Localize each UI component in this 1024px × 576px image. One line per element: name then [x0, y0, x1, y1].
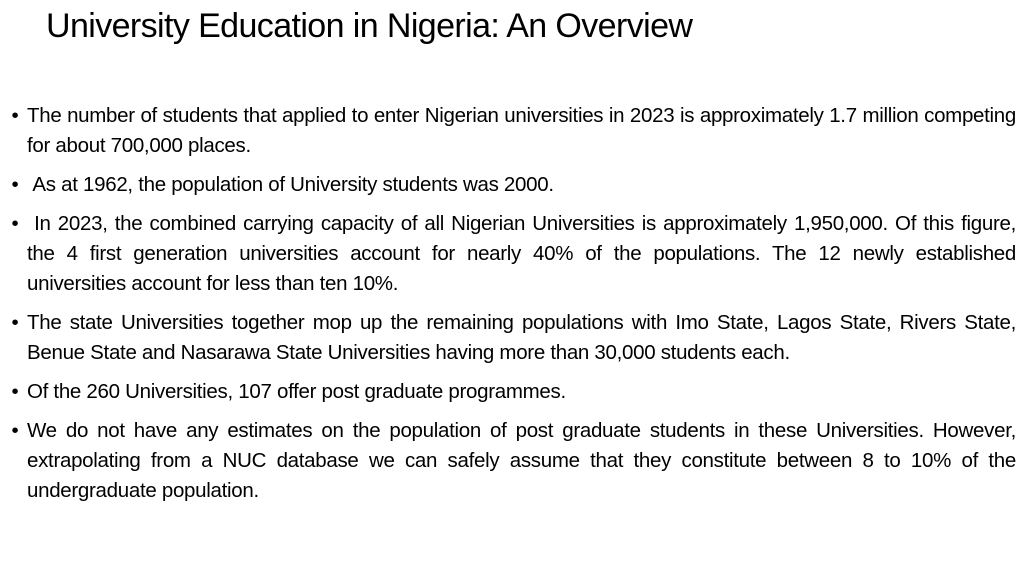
bullet-item [8, 416, 1016, 506]
bullet-text: As at 1962, the population of University students was 2000. [27, 173, 554, 196]
bullet-point-icon: • [11, 104, 19, 127]
bullet-text: We do not have any estimates on the population of post graduate students in these Universities. However, extrapolating from a NUC database we can safely assume that they constitute between 8 to 10% of the undergraduate population. [27, 419, 1016, 502]
bullet-item [8, 101, 1016, 161]
bullet-list [8, 101, 1022, 515]
bullet-item [8, 308, 1016, 368]
bullet-item [8, 209, 1022, 299]
bullet-point-icon: • [11, 212, 19, 235]
bullet-text: In 2023, the combined carrying capacity of all Nigerian Universities is approximately 1,950,000. Of this figure, the 4 first generation universities account for nearly 40% of the populations. The 12 newly established universities account for less than ten 10%. [27, 212, 1022, 295]
bullet-point-icon: • [11, 311, 19, 334]
bullet-point-icon: • [11, 173, 19, 196]
bullet-item [8, 170, 1016, 200]
bullet-point-icon: • [11, 380, 19, 403]
bullet-point-icon: • [11, 419, 19, 442]
bullet-text: Of the 260 Universities, 107 offer post graduate programmes. [27, 380, 566, 403]
bullet-text: The number of students that applied to enter Nigerian universities in 2023 is approximately 1.7 million competing for about 700,000 places. [27, 104, 1016, 157]
bullet-item [8, 377, 1016, 407]
slide-title: University Education in Nigeria: An Overview [46, 7, 693, 45]
bullet-text: The state Universities together mop up the remaining populations with Imo State, Lagos State, Rivers State, Benue State and Nasarawa State Universities having more than 30,000 students each. [27, 311, 1016, 364]
